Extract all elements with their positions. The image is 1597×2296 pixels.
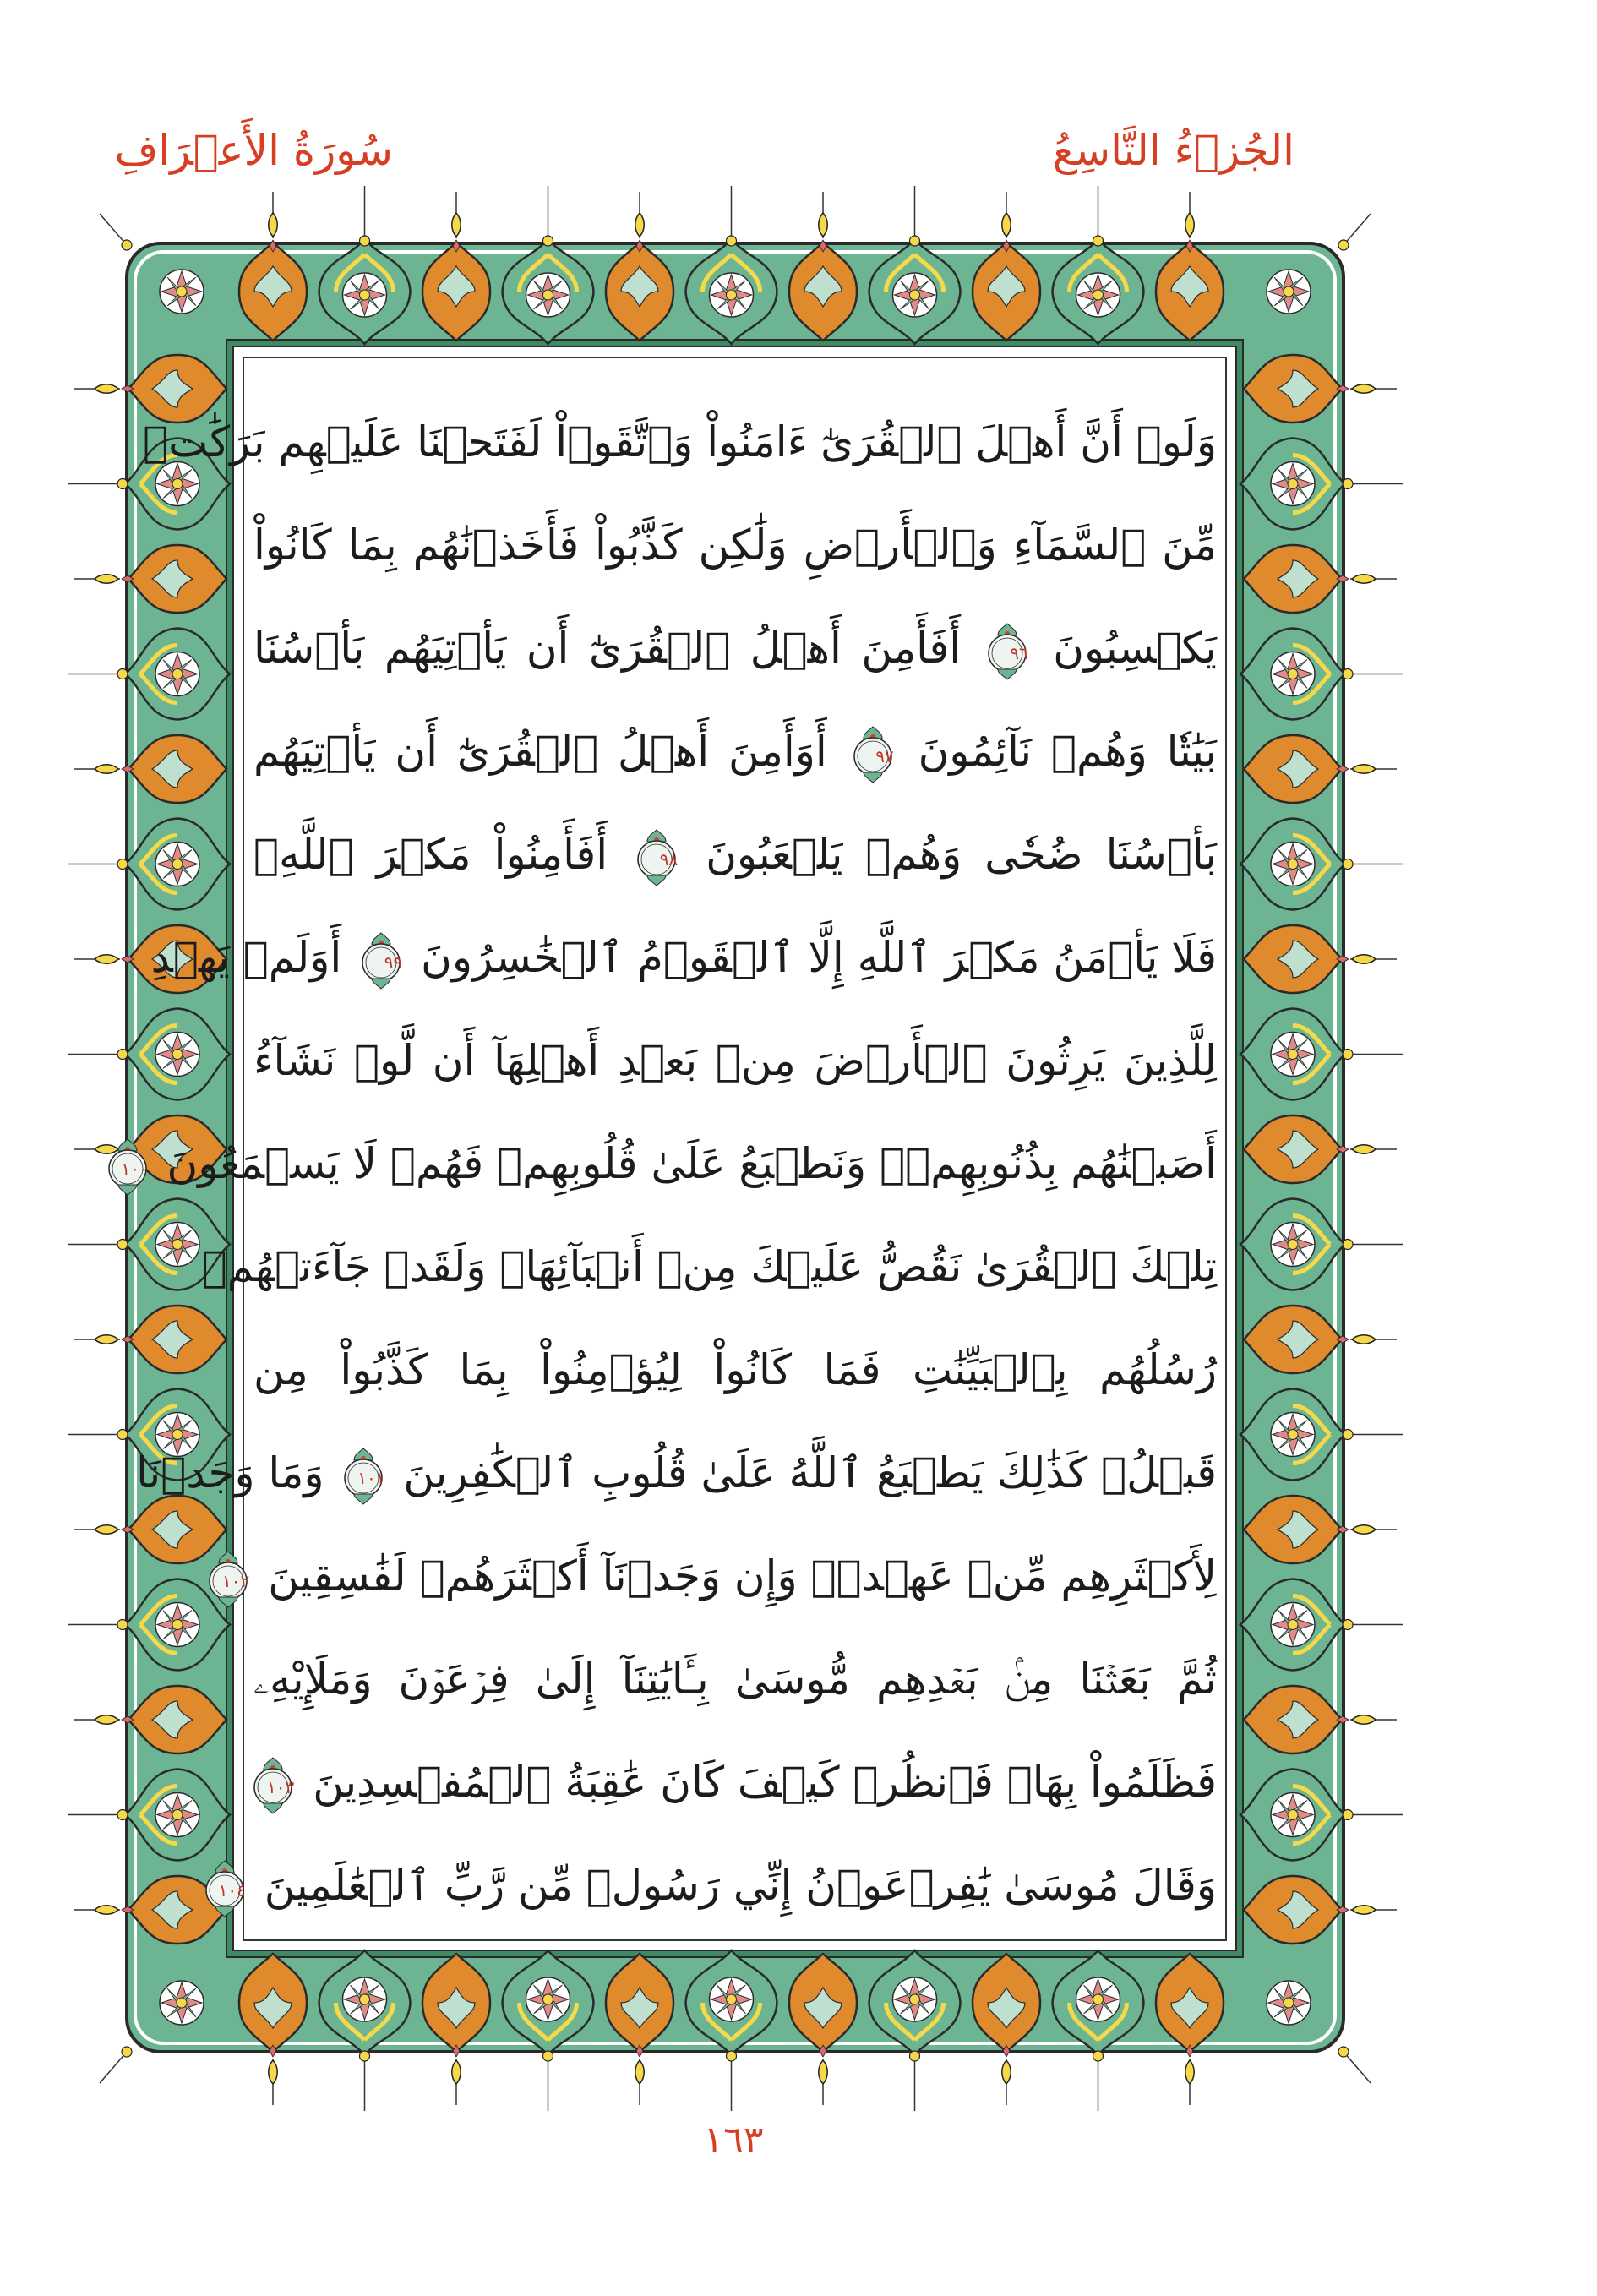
verse-text: أَوَلَمۡ يَهۡدِ [150,933,342,982]
tick-diamond-icon [1185,2045,1195,2105]
quran-text-lines [121,357,1217,1941]
tick-dot-icon [68,1620,128,1630]
flower-ornament [1271,1413,1315,1457]
flower-ornament [526,273,570,317]
text-line [253,1323,1217,1416]
ayah-number-marker [204,1859,246,1918]
verse-text: لِلَّذِينَ يَرِثُونَ ٱلۡأَرۡضَ مِنۢ بَعۡدِ أَهۡلِهَآ أَن لَّوۡ نَشَآءُ [253,1036,1217,1085]
flower-ornament [893,1977,937,2021]
ayah-number-marker [986,622,1028,681]
tick-diamond-icon [1337,1715,1397,1725]
flower-ornament [1271,843,1315,886]
verse-text: ثُمَّ بَعَثۡنَا مِنۢ بَعۡدِهِم مُّوسَىٰ بِـَٔايَٰتِنَآ إِلَىٰ فِرۡعَوۡنَ وَمَلَإِيْهِۦ [253,1655,1217,1704]
flower-ornament [710,273,754,317]
surah-name-header: سُورَةُ الأَعۡرَافِ [114,126,393,175]
text-line [253,808,1217,901]
tick-dot-icon [727,2051,737,2111]
corner-tick-dot-icon [1338,240,1349,250]
juz-name-header: الجُزۡءُ التَّاسِعُ [1052,126,1294,175]
verse-text: بَأۡسُنَا ضُحٗى وَهُمۡ يَلۡعَبُونَ [706,830,1217,879]
verse-text: قَبۡلُۚ كَذَٰلِكَ يَطۡبَعُ ٱللَّهُ عَلَىٰ قُلُوبِ ٱلۡكَٰفِرِينَ [403,1448,1217,1497]
verse-text: تِلۡكَ ٱلۡقُرَىٰ نَقُصُّ عَلَيۡكَ مِنۡ أَنۢبَآئِهَاۚ وَلَقَدۡ جَآءَتۡهُمۡ [201,1242,1217,1291]
tick-dot-icon [1093,186,1104,246]
flower-ornament [1076,1977,1120,2021]
corner-tick-dot-icon [1338,2047,1349,2057]
text-line [121,1117,1217,1210]
verse-text: وَقَالَ مُوسَىٰ يَٰفِرۡعَوۡنُ إِنِّي رَسُولٞ مِّن رَّبِّ ٱلۡعَٰلَمِينَ [264,1861,1217,1910]
tick-dot-icon [68,479,128,489]
text-line [218,1839,1217,1932]
tick-dot-icon [360,2051,370,2111]
flower-ornament [1271,1223,1315,1267]
flower-ornament [343,1977,387,2021]
flower-ornament [343,273,387,317]
ayah-number: ١٠٤ [218,1879,246,1901]
text-line [143,395,1217,488]
tick-diamond-icon [819,2045,828,2105]
flower-ornament [155,652,199,696]
flower-ornament [893,273,937,317]
tick-dot-icon [910,2051,920,2111]
flower-ornament [155,1223,199,1267]
tick-dot-icon [68,1810,128,1820]
tick-diamond-icon [269,2045,278,2105]
tick-dot-icon [1343,669,1403,679]
tick-diamond-icon [74,1906,134,1915]
text-line [253,705,1217,798]
flower-ornament [1271,1033,1315,1077]
text-line [253,1014,1217,1107]
tick-diamond-icon [1337,1335,1397,1344]
ayah-number: ٩٨ [659,848,679,870]
page-number: ١٦٣ [703,2119,764,2162]
flower-ornament [155,1603,199,1647]
tick-dot-icon [1343,1810,1403,1820]
verse-text: بَيَٰتٗا وَهُمۡ نَآئِمُونَ [918,727,1217,776]
flower-ornament [1076,273,1120,317]
flower-ornament [526,1977,570,2021]
tick-diamond-icon [1337,765,1397,774]
ayah-number-marker [852,725,894,784]
verse-text: وَلَوۡ أَنَّ أَهۡلَ ٱلۡقُرَىٰٓ ءَامَنُواْ وَٱتَّقَوۡاْ لَفَتَحۡنَا عَلَيۡهِم بَرَكَٰتٖ [143,417,1217,466]
verse-text: مِّنَ ٱلسَّمَآءِ وَٱلۡأَرۡضِ وَلَٰكِن كَذَّبُواْ فَأَخَذۡنَٰهُم بِمَا كَانُواْ [253,521,1217,570]
flower-ornament [155,1793,199,1837]
tick-diamond-icon [452,2045,461,2105]
verse-text: وَمَا وَجَدۡنَا [136,1448,324,1497]
tick-dot-icon [68,1430,128,1440]
tick-diamond-icon [74,955,134,964]
tick-diamond-icon [1337,1525,1397,1535]
tick-dot-icon [68,1050,128,1060]
tick-diamond-icon [1337,1145,1397,1154]
tick-diamond-icon [635,2045,645,2105]
flower-ornament [155,843,199,886]
tick-dot-icon [1093,2051,1104,2111]
text-line [253,1736,1217,1829]
tick-dot-icon [1343,479,1403,489]
flower-ornament [155,1033,199,1077]
corner-tick-line [1344,214,1371,245]
tick-diamond-icon [1337,1906,1397,1915]
corner-tick-line [100,2052,127,2083]
tick-dot-icon [910,186,920,246]
tick-dot-icon [68,1240,128,1250]
text-line [201,1220,1217,1313]
tick-dot-icon [727,186,737,246]
tick-dot-icon [543,2051,553,2111]
tick-dot-icon [1343,1430,1403,1440]
ayah-number: ١٠٠ [121,1158,149,1179]
text-line [253,602,1217,695]
verse-text: يَكۡسِبُونَ [1053,624,1217,673]
flower-ornament [1271,1793,1315,1837]
verse-text: لِأَكۡثَرِهِم مِّنۡ عَهۡدٖۖ وَإِن وَجَدۡنَآ أَكۡثَرَهُمۡ لَفَٰسِقِينَ [268,1552,1217,1601]
flower-ornament [1271,652,1315,696]
corner-tick-line [100,214,127,245]
tick-diamond-icon [1002,2045,1011,2105]
tick-dot-icon [68,669,128,679]
tick-diamond-icon [74,1335,134,1344]
ayah-number-marker [635,828,678,887]
ayah-number-marker [106,1137,149,1197]
verse-text: أَصَبۡنَٰهُم بِذُنُوبِهِمۡۚ وَنَطۡبَعُ عَلَىٰ قُلُوبِهِمۡ فَهُمۡ لَا يَسۡمَعُونَ [166,1139,1217,1188]
tick-diamond-icon [1337,955,1397,964]
ayah-number-marker [342,1447,384,1506]
corner-flower-ornament [160,1981,204,2025]
corner-tick-dot-icon [122,240,132,250]
tick-diamond-icon [1337,384,1397,394]
verse-text: أَفَأَمِنُواْ مَكۡرَ ٱللَّهِۚ [253,830,608,879]
ayah-number-marker [360,931,402,990]
tick-diamond-icon [74,1715,134,1725]
tick-diamond-icon [74,1525,134,1535]
ayah-number: ٩٧ [875,745,894,766]
tick-dot-icon [68,859,128,870]
tick-diamond-icon [1337,575,1397,584]
corner-flower-ornament [160,270,204,314]
flower-ornament [1271,1603,1315,1647]
ayah-number: ٩٩ [384,952,403,973]
tick-dot-icon [1343,859,1403,870]
ayah-number: ١٠٢ [222,1570,250,1591]
verse-text: فَلَا يَأۡمَنُ مَكۡرَ ٱللَّهِ إِلَّا ٱلۡقَوۡمُ ٱلۡخَٰسِرُونَ [421,933,1217,982]
verse-text: أَفَأَمِنَ أَهۡلُ ٱلۡقُرَىٰٓ أَن يَأۡتِيَهُم بَأۡسُنَا [253,624,962,673]
text-line [150,911,1217,1004]
flower-ornament [1271,462,1315,506]
verse-text: رُسُلُهُم بِٱلۡبَيِّنَٰتِ فَمَا كَانُواْ لِيُؤۡمِنُواْ بِمَا كَذَّبُواْ مِن [253,1345,1217,1394]
tick-dot-icon [1343,1620,1403,1630]
ayah-number: ٩٦ [1010,642,1028,663]
corner-tick-line [1344,2052,1371,2083]
tick-dot-icon [360,186,370,246]
tick-diamond-icon [74,765,134,774]
flower-ornament [710,1977,754,2021]
corner-tick-dot-icon [122,2047,132,2057]
verse-text: أَوَأَمِنَ أَهۡلُ ٱلۡقُرَىٰٓ أَن يَأۡتِيَهُم [253,727,827,776]
ayah-number: ١٠١ [357,1467,385,1488]
tick-diamond-icon [74,384,134,394]
verse-text: فَظَلَمُواْ بِهَاۖ فَٱنظُرۡ كَيۡفَ كَانَ عَٰقِبَةُ ٱلۡمُفۡسِدِينَ [313,1758,1217,1807]
text-line [136,1426,1217,1519]
tick-diamond-icon [74,575,134,584]
corner-flower-ornament [1267,270,1311,314]
text-line [253,1633,1217,1726]
text-line [253,499,1217,592]
text-line [222,1530,1217,1622]
tick-dot-icon [1343,1050,1403,1060]
tick-dot-icon [543,186,553,246]
ayah-number-marker [252,1756,294,1815]
tick-dot-icon [1343,1240,1403,1250]
ayah-number: ١٠٣ [267,1776,295,1797]
corner-flower-ornament [1267,1981,1311,2025]
ayah-number-marker [207,1550,249,1609]
